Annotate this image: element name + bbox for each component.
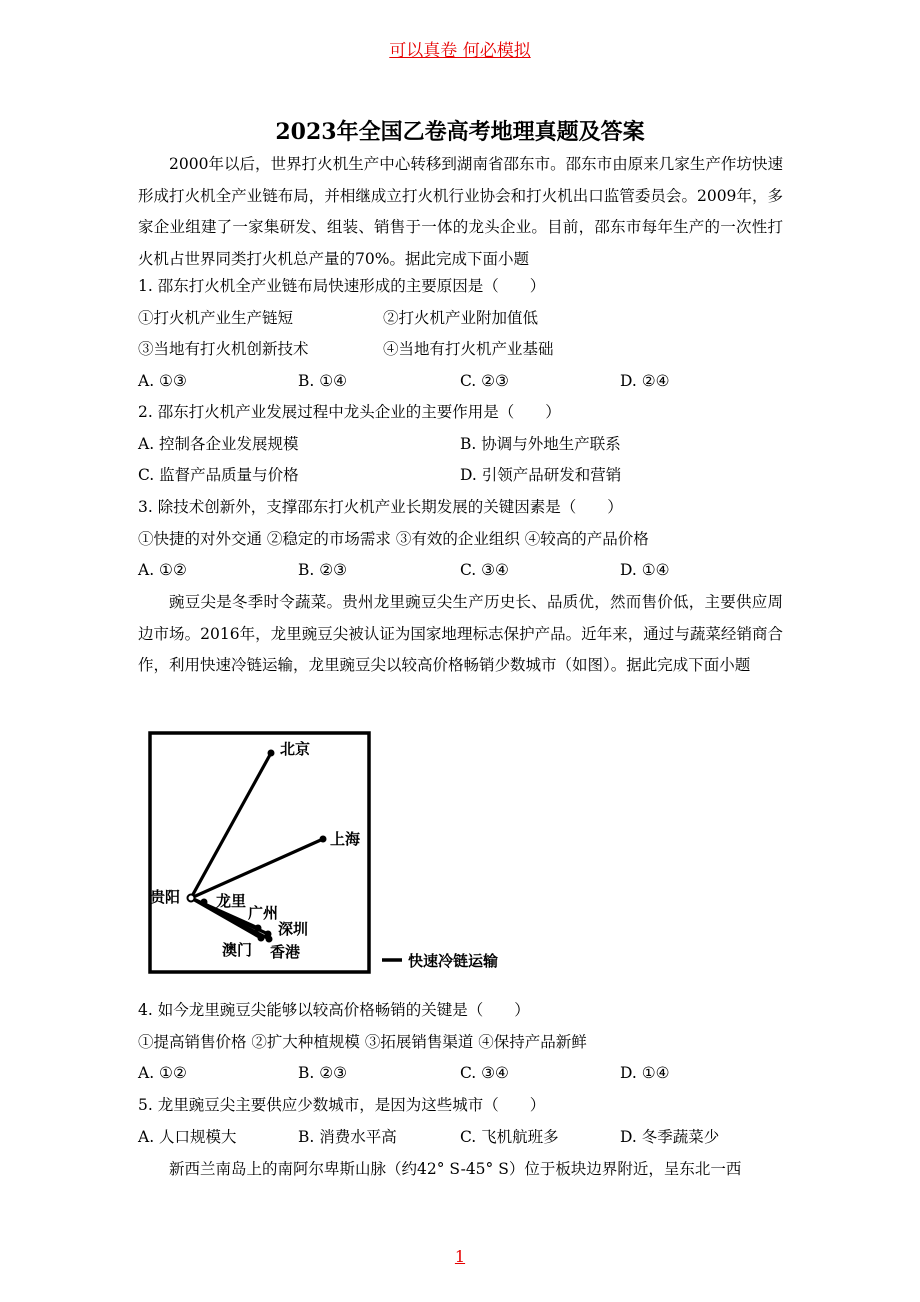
point-longli [201,899,208,906]
label-longli: 龙里 [216,892,247,910]
q1-item: ①打火机产业生产链短 [138,308,294,327]
q5-option-b[interactable]: B. 消费水平高 [298,1127,397,1146]
q5-option-c[interactable]: C. 飞机航班多 [460,1127,559,1146]
q4-stem: 4. 如今龙里豌豆尖能够以较高价格畅销的关键是（ ） [138,1001,530,1019]
q5-options [138,1122,783,1154]
q4-option-b[interactable]: B. ②③ [298,1064,348,1082]
point-guangzhou [255,925,262,932]
q4-option-d[interactable]: D. ①④ [620,1064,670,1082]
q2-option-c[interactable]: C. 监督产品质量与价格 [138,466,299,484]
page-title: 2023年全国乙卷高考地理真题及答案 [275,119,645,145]
q2-option-a[interactable]: A. 控制各企业发展规模 [138,434,299,453]
q4-options [138,1058,783,1090]
q1-items-row-1 [138,303,783,335]
q1-item: ④当地有打火机产业基础 [383,340,554,358]
q1-stem: 1. 邵东打火机全产业链布局快速形成的主要原因是（ ） [138,277,546,295]
q5-stem: 5. 龙里豌豆尖主要供应少数城市，是因为这些城市（ ） [138,1096,546,1114]
section-pea-shoots [138,587,783,682]
header-text: 可以真卷 何必模拟 [389,41,531,61]
q1-item: ③当地有打火机创新技术 [138,340,309,358]
q2-option-d[interactable]: D. 引领产品研发和营销 [460,466,622,484]
q1-options [138,366,783,398]
point-guiyang [188,895,195,902]
q1-item: ②打火机产业附加值低 [383,308,539,327]
page-number: 1 [454,1247,466,1266]
q2-option-b[interactable]: B. 协调与外地生产联系 [460,434,621,453]
label-hongkong: 香港 [270,943,301,961]
question-2 [138,397,783,492]
q1-option-d[interactable]: D. ②④ [620,371,670,390]
map-svg [138,722,538,987]
q1-option-c[interactable]: C. ②③ [460,371,509,390]
q2-options-row-1 [138,429,783,461]
q3-items: ①快捷的对外交通 ②稳定的市场需求 ③有效的企业组织 ④较高的产品价格 [138,529,649,548]
q4-items: ①提高销售价格 ②扩大种植规模 ③拓展销售渠道 ④保持产品新鲜 [138,1032,587,1051]
label-shanghai: 上海 [330,830,361,848]
q2-stem: 2. 邵东打火机产业发展过程中龙头企业的主要作用是（ ） [138,403,561,421]
q2-options-row-2 [138,460,783,492]
label-macau: 澳门 [222,941,253,959]
q3-option-c[interactable]: C. ③④ [460,561,509,579]
question-5 [138,1090,783,1153]
q5-option-d[interactable]: D. 冬季蔬菜少 [620,1127,720,1146]
q3-stem: 3. 除技术创新外，支撑邵东打火机产业长期发展的关键因素是（ ） [138,498,623,516]
question-1 [138,271,783,397]
section-new-zealand [138,1154,783,1186]
legend-label: 快速冷链运输 [408,952,499,970]
q1-option-a[interactable]: A. ①③ [138,371,187,390]
page-footer [0,1247,920,1266]
q3-options [138,555,783,587]
passage-pea-shoots: 豌豆尖是冬季时令蔬菜。贵州龙里豌豆尖生产历史长、品质优，然而售价低，主要供应周边市场。2016年，龙里豌豆尖被认证为国家地理标志保护产品。近年来，通过与蔬菜经销商合作，利用快速冷链运输，龙里豌豆尖以较高价格畅销少数城市（如图）。据此完成下面小题 [138,593,783,674]
question-4 [138,995,783,1090]
section-lighter [138,149,783,275]
route-beijing [191,753,271,898]
q1-items-row-2 [138,334,783,366]
point-shanghai [320,836,327,843]
passage-lighter: 2000年以后，世界打火机生产中心转移到湖南省邵东市。邵东市由原来几家生产作坊快速形成打火机全产业链布局，并相继成立打火机行业协会和打火机出口监管委员会。2009年，多家企业组建了一家集研发、组装、销售于一体的龙头企业。目前，邵东市每年生产的一次性打火机占世界同类打火机总产量的70%。据此完成下面小题 [138,155,783,268]
point-beijing [268,750,275,757]
q4-option-c[interactable]: C. ③④ [460,1064,509,1082]
point-macau [258,935,265,942]
label-guiyang: 贵阳 [150,888,181,906]
q3-option-a[interactable]: A. ①② [138,561,187,579]
q3-option-d[interactable]: D. ①④ [620,561,670,579]
q3-option-b[interactable]: B. ②③ [298,561,348,579]
passage-new-zealand: 新西兰南岛上的南阿尔卑斯山脉（约42° S-45° S）位于板块边界附近，呈东北一西 [169,1160,742,1178]
q1-option-b[interactable]: B. ①④ [298,371,348,390]
cold-chain-map [138,722,538,987]
q4-option-a[interactable]: A. ①② [138,1064,187,1082]
label-guangzhou: 广州 [248,904,279,922]
label-beijing: 北京 [280,740,311,758]
question-3 [138,492,783,587]
route-shanghai [191,839,323,898]
label-shenzhen: 深圳 [278,920,309,938]
page-header [0,36,920,61]
point-hongkong [266,936,273,943]
q5-option-a[interactable]: A. 人口规模大 [138,1127,237,1146]
